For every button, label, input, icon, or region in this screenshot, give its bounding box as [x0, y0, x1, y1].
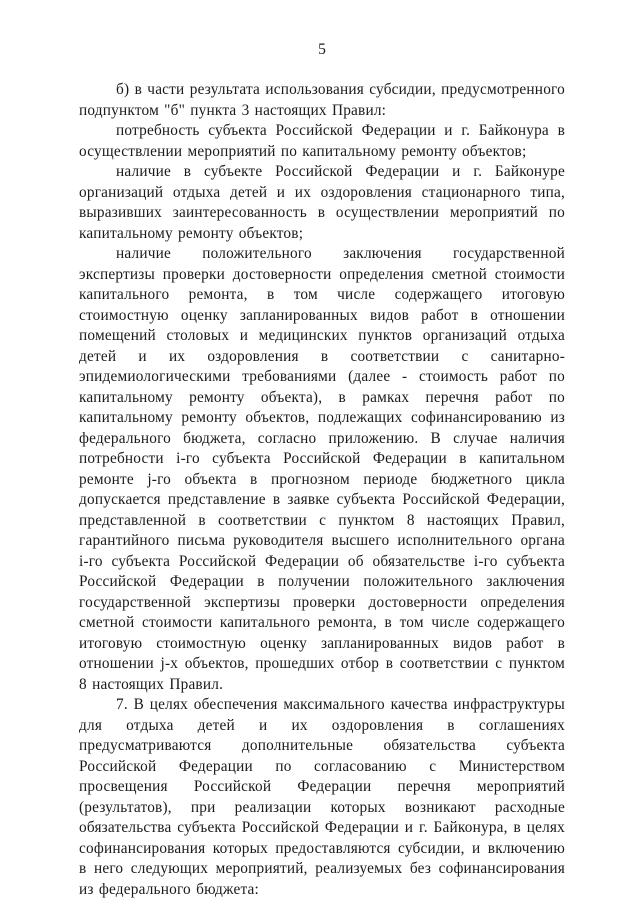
paragraph-repair-need: потребность субъекта Российской Федерации и г. Байконура в осуществлении мероприятий по капитальному ремонту объектов; — [79, 122, 565, 160]
paragraph-subsidy-result: б) в части результата использования субсидии, предусмотренного подпунктом "б" пункта 3 настоящих Правил: — [79, 81, 565, 119]
document-body — [79, 80, 565, 900]
document-page — [79, 0, 565, 905]
paragraph-organizations: наличие в субъекте Российской Федерации и г. Байконуре организаций отдыха детей и их оздоровления стационарного типа, выразивших заинтересованность в осуществлении мероприятий по капитальному ремонту объектов; — [79, 163, 565, 242]
page-number: 5 — [318, 41, 326, 58]
paragraph-item-7: 7. В целях обеспечения максимального качества инфраструктуры для отдыха детей и их оздоровления в соглашениях предусматриваются дополнительные обязательства субъекта Российской Федерации по согласованию с Министерством просвещения Российской Федерации перечня мероприятий (результатов), при реализации которых возникают расходные обязательства субъекта Российской Федерации и г. Байконура, в целях софинансирования которых предоставляются субсидии, и включению в него следующих мероприятий, реализуемых без софинансирования из федерального бюджета: — [79, 696, 565, 898]
paragraph-expertise-conclusion: наличие положительного заключения государственной экспертизы проверки достоверности определения сметной стоимости капитального ремонта, в том числе содержащего итоговую стоимостную оценку запланированных видов работ в отношении помещений столовых и медицинских пунктов организаций отдыха детей и их оздоровления в соответствии с санитарно-эпидемиологическими требованиями (далее - стоимость работ по капитальному ремонту объекта), в рамках перечня работ по капитальному ремонту объектов, подлежащих софинансированию из федерального бюджета, согласно приложению. В случае наличия потребности i-го субъекта Российской Федерации в капитальном ремонте j-го объекта в прогнозном периоде бюджетного цикла допускается представление в заявке субъекта Российской Федерации, представленной в соответствии с пунктом 8 настоящих Правил, гарантийного письма руководителя высшего исполнительного органа i-го субъекта Российской Федерации об обязательстве i-го субъекта Российской Федерации в получении положительного заключения государственной экспертизы проверки достоверности определения сметной стоимости капитального ремонта, в том числе содержащего итоговую стоимостную оценку запланированных видов работ в отношении j-х объектов, прошедших отбор в соответствии с пунктом 8 настоящих Правил. — [79, 245, 565, 693]
